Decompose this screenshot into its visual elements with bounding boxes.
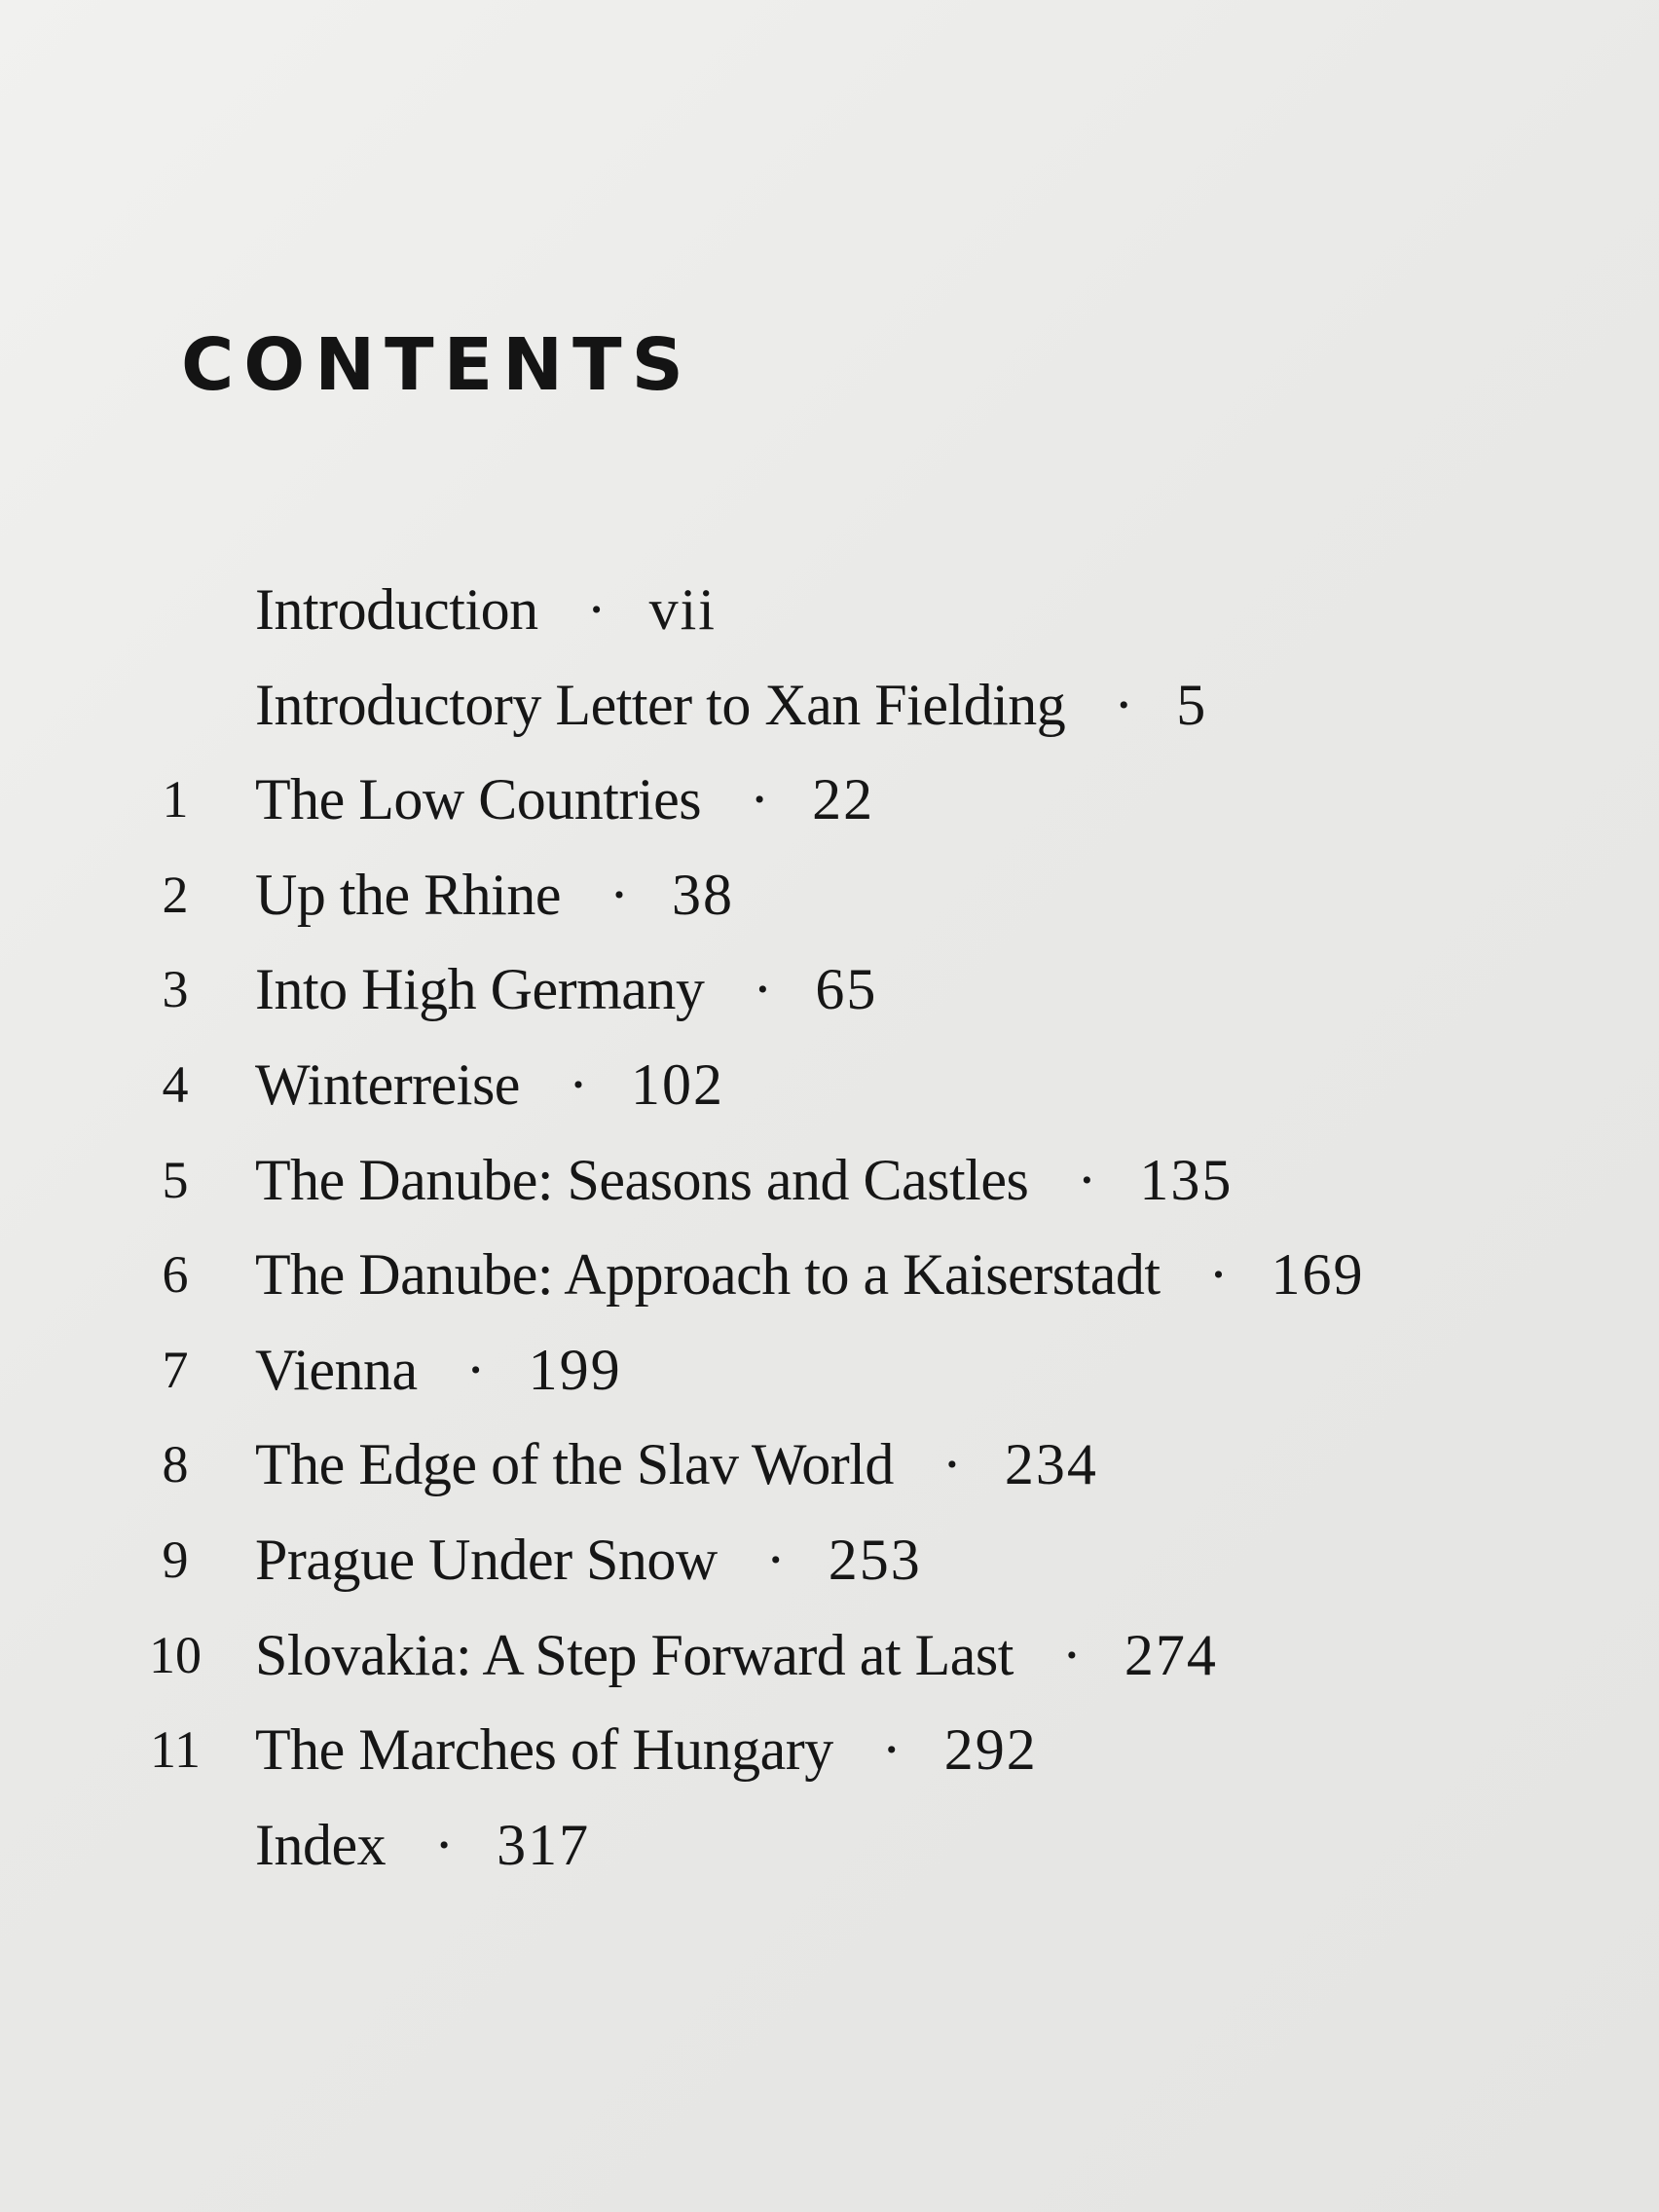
toc-entry-text	[255, 1323, 622, 1419]
chapter-title: The Danube: Seasons and Castles	[255, 1147, 1029, 1212]
chapter-title: Up the Rhine	[255, 862, 561, 927]
separator-dot: ·	[434, 1812, 455, 1877]
contents-heading: CONTENTS	[181, 323, 693, 407]
chapter-title: Winterreise	[255, 1051, 520, 1117]
separator-dot: ·	[465, 1337, 486, 1402]
toc-entry	[0, 848, 1659, 943]
chapter-number: 7	[162, 1340, 189, 1399]
page-number: 135	[1139, 1147, 1234, 1212]
chapter-title: Index	[255, 1812, 387, 1877]
chapter-number: 8	[162, 1435, 189, 1494]
toc-entry-text	[255, 1798, 590, 1894]
chapter-number: 1	[162, 770, 189, 830]
separator-dot: ·	[1114, 672, 1134, 737]
separator-dot: ·	[765, 1527, 786, 1592]
toc-entry	[0, 1418, 1659, 1513]
separator-dot: ·	[753, 957, 773, 1022]
toc-entry-text	[255, 942, 877, 1038]
toc-entry	[0, 658, 1659, 754]
separator-dot: ·	[1077, 1147, 1097, 1212]
separator-dot: ·	[1208, 1242, 1229, 1308]
chapter-title: Into High Germany	[255, 957, 705, 1022]
page-number: 169	[1271, 1242, 1365, 1308]
toc-entry-text	[255, 1608, 1218, 1704]
toc-entry-text	[255, 1228, 1365, 1323]
chapter-title: Introduction	[255, 577, 538, 642]
page-number: 65	[815, 957, 878, 1022]
separator-dot: ·	[881, 1717, 902, 1783]
toc-entry	[0, 1038, 1659, 1133]
separator-dot: ·	[568, 1051, 588, 1117]
page-number: vii	[648, 577, 717, 642]
chapter-title: The Danube: Approach to a Kaiserstadt	[255, 1242, 1161, 1308]
toc-entry-text	[255, 1703, 1038, 1798]
separator-dot: ·	[1061, 1622, 1082, 1687]
toc-entry	[0, 1133, 1659, 1229]
chapter-number: 11	[150, 1720, 201, 1780]
page-number: 253	[828, 1527, 922, 1592]
chapter-number: 6	[162, 1245, 189, 1305]
toc-entry-text	[255, 1513, 922, 1608]
toc-entry	[0, 1513, 1659, 1608]
page-number: 38	[671, 862, 734, 927]
toc-entry-text	[255, 563, 717, 658]
chapter-title: The Marches of Hungary	[255, 1717, 833, 1783]
chapter-number: 4	[162, 1054, 189, 1114]
separator-dot: ·	[941, 1432, 962, 1497]
toc-entry	[0, 1798, 1659, 1894]
page-number: 274	[1124, 1622, 1218, 1687]
page-number: 199	[528, 1337, 622, 1402]
table-of-contents	[0, 563, 1659, 1893]
toc-entry	[0, 563, 1659, 658]
toc-entry-text	[255, 753, 874, 848]
separator-dot: ·	[586, 577, 607, 642]
chapter-title: Slovakia: A Step Forward at Last	[255, 1622, 1014, 1687]
chapter-title: Vienna	[255, 1337, 418, 1402]
chapter-title: Prague Under Snow	[255, 1527, 718, 1592]
page-number: 317	[497, 1812, 591, 1877]
toc-entry	[0, 1228, 1659, 1323]
chapter-title: Introductory Letter to Xan Fielding	[255, 672, 1066, 737]
toc-entry	[0, 1703, 1659, 1798]
page-number: 234	[1004, 1432, 1098, 1497]
chapter-title: The Low Countries	[255, 767, 702, 832]
toc-entry-text	[255, 1038, 724, 1133]
toc-entry-text	[255, 658, 1207, 754]
toc-entry	[0, 753, 1659, 848]
toc-entry-text	[255, 1133, 1233, 1229]
toc-entry-text	[255, 1418, 1098, 1513]
toc-entry	[0, 1608, 1659, 1704]
toc-entry	[0, 942, 1659, 1038]
chapter-title: The Edge of the Slav World	[255, 1432, 894, 1497]
page-number: 5	[1176, 672, 1208, 737]
page-number: 292	[943, 1717, 1038, 1783]
page-number: 102	[630, 1051, 724, 1117]
chapter-number: 5	[162, 1150, 189, 1209]
chapter-number: 9	[162, 1530, 189, 1589]
toc-entry	[0, 1323, 1659, 1419]
toc-entry-text	[255, 848, 734, 943]
page-number: 22	[812, 767, 875, 832]
chapter-number: 3	[162, 960, 189, 1019]
separator-dot: ·	[608, 862, 629, 927]
chapter-number: 2	[162, 865, 189, 924]
separator-dot: ·	[750, 767, 770, 832]
chapter-number: 10	[149, 1625, 202, 1684]
